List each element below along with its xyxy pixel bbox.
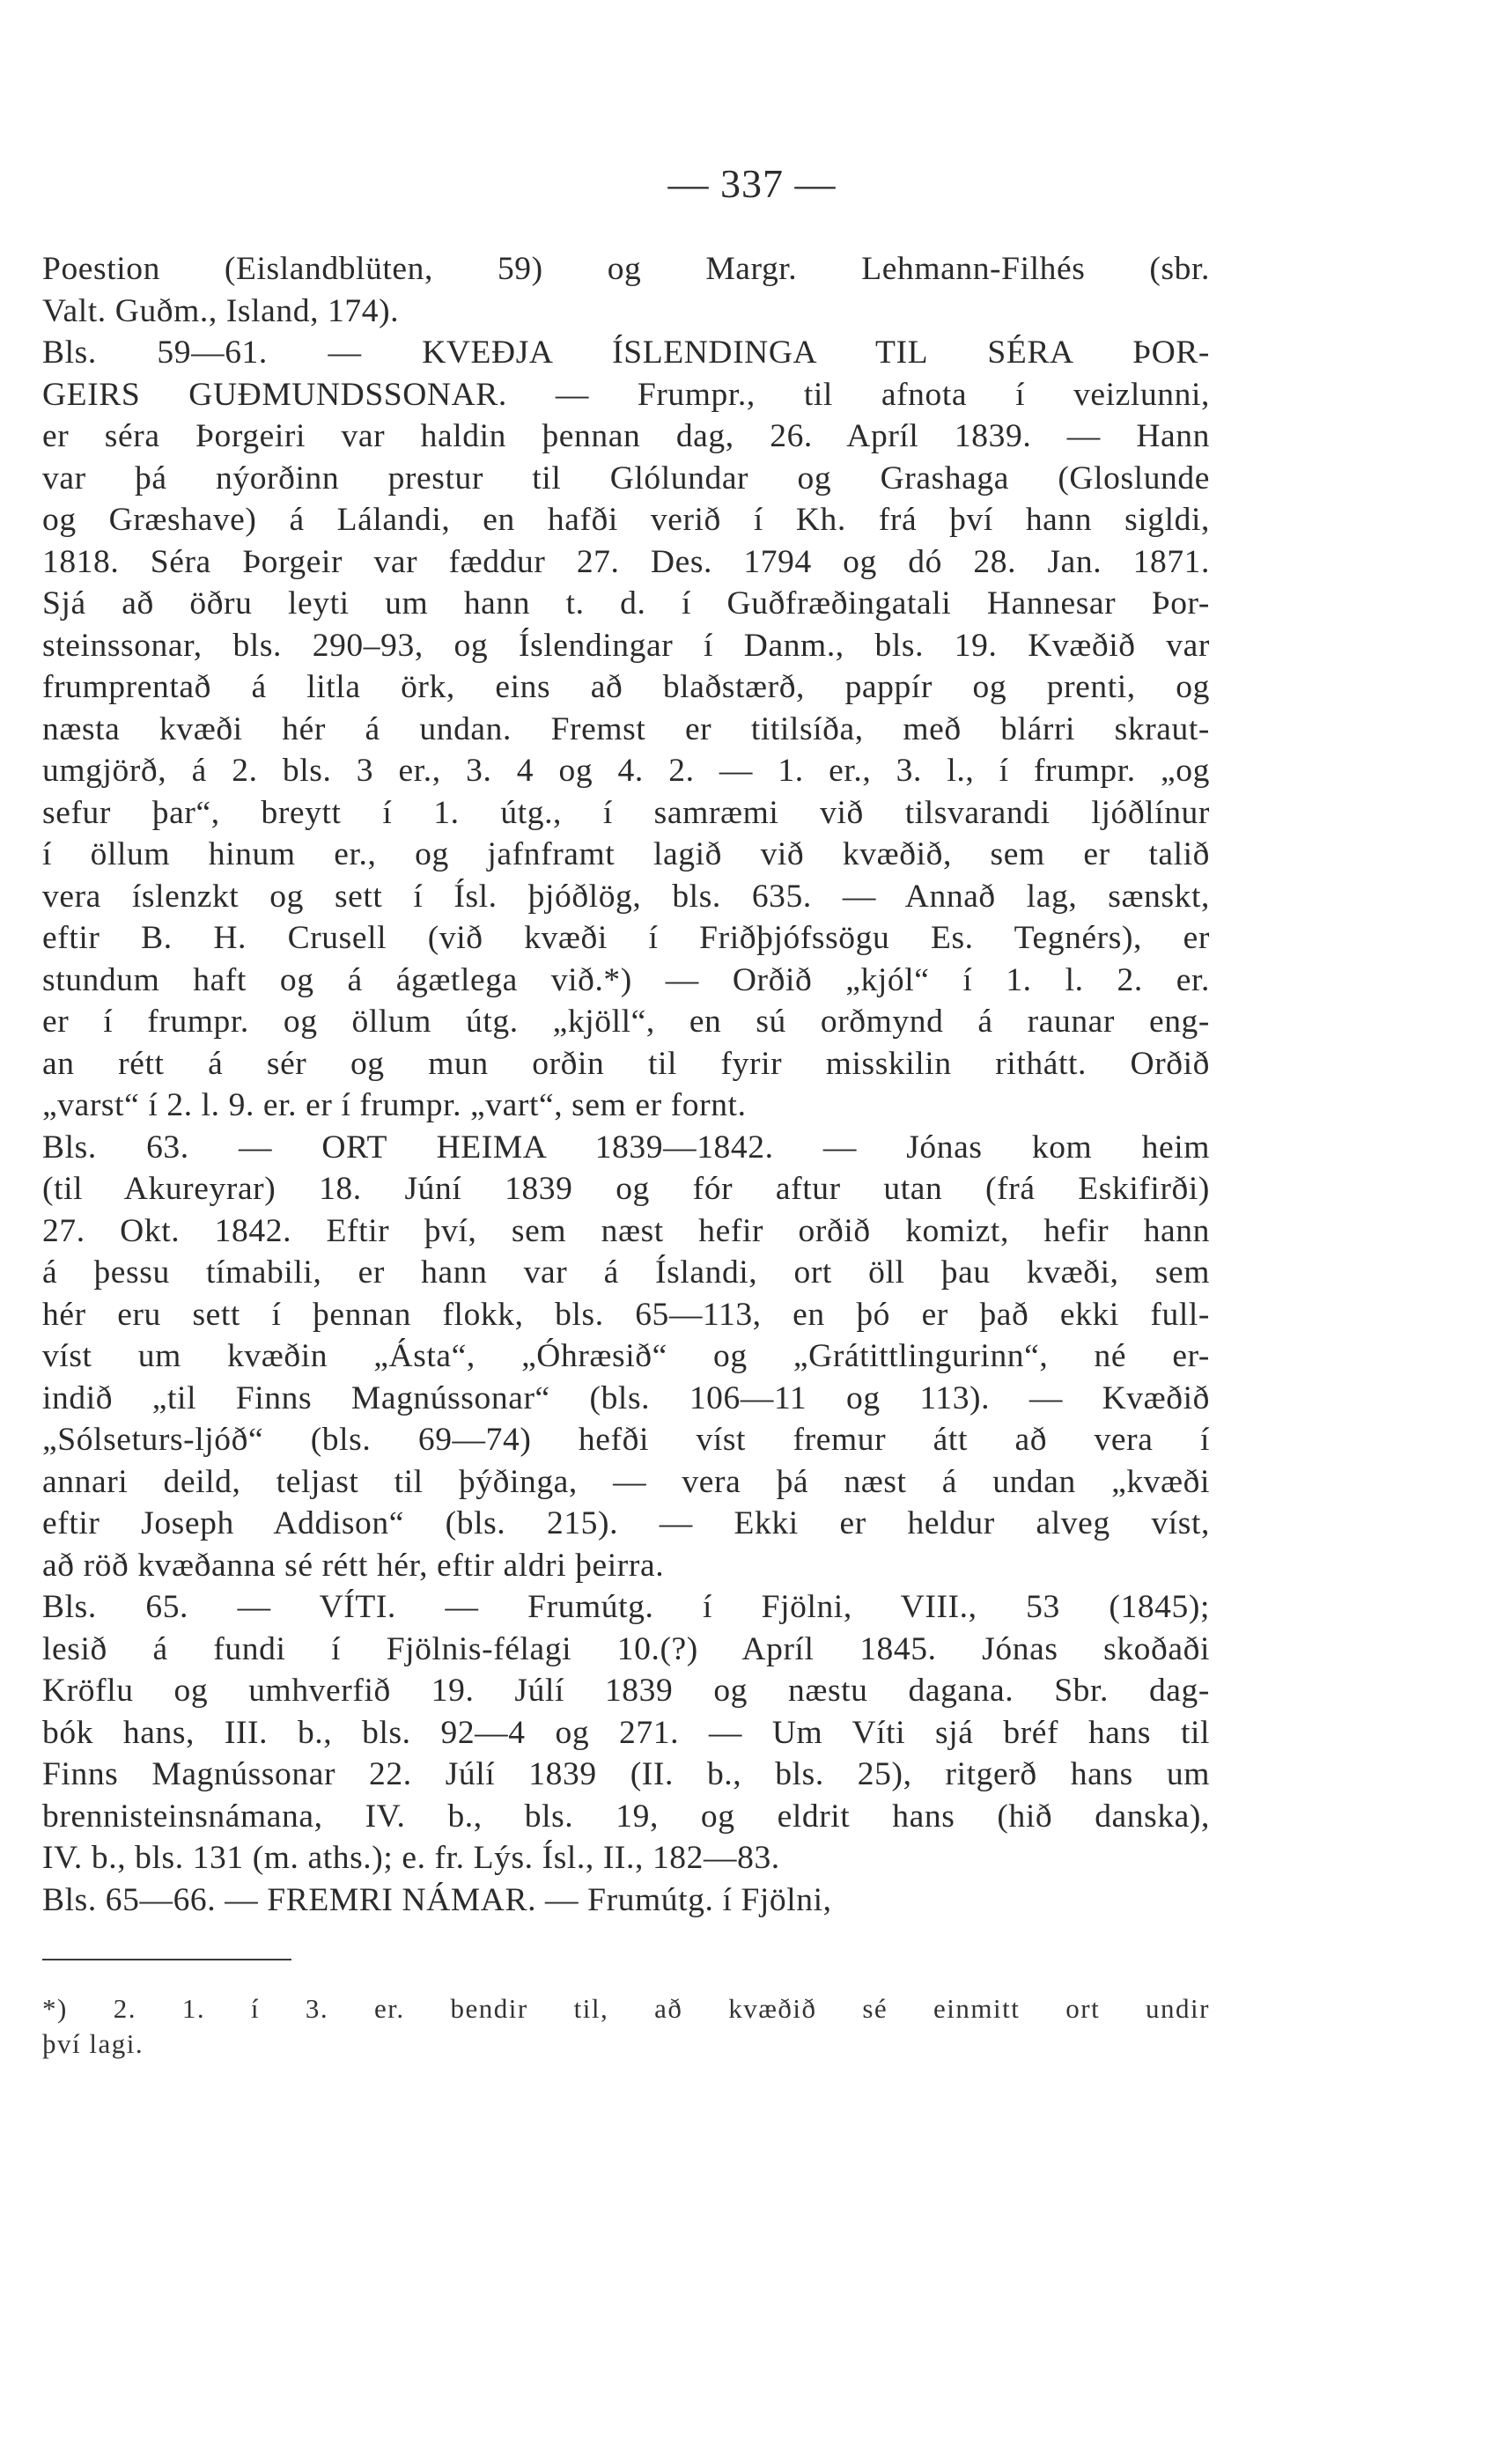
text-line: frumprentað á litla örk, eins að blaðstærð, pappír og prenti, og <box>42 669 1210 705</box>
text-line: Kröflu og umhverfið 19. Júlí 1839 og næstu dagana. Sbr. dag- <box>42 1673 1210 1709</box>
text-line: hér eru sett í þennan flokk, bls. 65—113, en þó er það ekki full- <box>42 1296 1210 1333</box>
footnote <box>42 1991 1210 2062</box>
text-line: var þá nýorðinn prestur til Glólundar og Grashaga (Gloslunde <box>42 460 1210 496</box>
text-line: bók hans, III. b., bls. 92—4 og 271. — Um Víti sjá bréf hans til <box>42 1714 1210 1751</box>
text-line: Bls. 59—61. — KVEÐJA ÍSLENDINGA TIL SÉRA ÞOR- <box>42 335 1210 371</box>
text-line: eftir B. H. Crusell (við kvæði í Friðþjófssögu Es. Tegnérs), er <box>42 920 1210 956</box>
text-line: indið „til Finns Magnússonar“ (bls. 106—11 og 113). — Kvæðið <box>42 1379 1210 1416</box>
page-number: — 337 — <box>667 161 837 206</box>
footnote-rule <box>42 1959 291 1960</box>
footnote-line: *) 2. 1. í 3. er. bendir til, að kvæðið sé einmitt ort undir <box>42 1993 1210 2024</box>
text-line: Valt. Guðm., Island, 174). <box>42 292 400 329</box>
text-line: 1818. Séra Þorgeir var fæddur 27. Des. 1794 og dó 28. Jan. 1871. <box>42 543 1210 580</box>
text-line: Sjá að öðru leyti um hann t. d. í Guðfræðingatali Hannesar Þor- <box>42 585 1210 622</box>
text-line: víst um kvæðin „Ásta“, „Óhræsið“ og „Grátittlingurinn“, né er- <box>42 1338 1210 1374</box>
text-line: lesið á fundi í Fjölnis-félagi 10.(?) Apríl 1845. Jónas skoðaði <box>42 1630 1210 1667</box>
text-line: eftir Joseph Addison“ (bls. 215). — Ekki er heldur alveg víst, <box>42 1505 1210 1541</box>
text-line: brennisteinsnámana, IV. b., bls. 19, og eldrit hans (hið danska), <box>42 1798 1210 1835</box>
text-line: annari deild, teljast til þýðinga, — vera þá næst á undan „kvæði <box>42 1463 1210 1500</box>
text-line: Bls. 63. — ORT HEIMA 1839—1842. — Jónas kom heim <box>42 1129 1210 1166</box>
text-line: stundum haft og á ágætlega við.*) — Orðið „kjól“ í 1. l. 2. er. <box>42 961 1210 998</box>
text-line: „varst“ í 2. l. 9. er. er í frumpr. „vart“, sem er fornt. <box>42 1087 747 1123</box>
text-line: Finns Magnússonar 22. Júlí 1839 (II. b., bls. 25), ritgerð hans um <box>42 1756 1210 1792</box>
text-line: Bls. 65. — VÍTI. — Frumútg. í Fjölni, VIII., 53 (1845); <box>42 1589 1210 1625</box>
text-line: á þessu tímabili, er hann var á Íslandi, ort öll þau kvæði, sem <box>42 1254 1210 1291</box>
text-line: umgjörð, á 2. bls. 3 er., 3. 4 og 4. 2. — 1. er., 3. l., í frumpr. „og <box>42 753 1210 789</box>
text-line: sefur þar“, breytt í 1. útg., í samræmi við tilsvarandi ljóðlínur <box>42 794 1210 831</box>
text-line: (til Akureyrar) 18. Júní 1839 og fór aftur utan (frá Eskifirði) <box>42 1171 1210 1207</box>
footnote-line: því lagi. <box>42 2028 144 2059</box>
text-line: er séra Þorgeiri var haldin þennan dag, 26. Apríl 1839. — Hann <box>42 418 1210 454</box>
text-line: IV. b., bls. 131 (m. aths.); e. fr. Lýs. Ísl., II., 182—83. <box>42 1840 780 1876</box>
text-line: Bls. 65—66. — FREMRI NÁMAR. — Frumútg. í Fjölni, <box>42 1881 832 1918</box>
text-line: vera íslenzkt og sett í Ísl. þjóðlög, bls. 635. — Annað lag, sænskt, <box>42 878 1210 915</box>
text-line: er í frumpr. og öllum útg. „kjöll“, en sú orðmynd á raunar eng- <box>42 1004 1210 1040</box>
text-line: Poestion (Eislandblüten, 59) og Margr. Lehmann-Filhés (sbr. <box>42 251 1210 287</box>
text-line: að röð kvæðanna sé rétt hér, eftir aldri þeirra. <box>42 1547 665 1584</box>
text-line: „Sólseturs-ljóð“ (bls. 69—74) hefði víst fremur átt að vera í <box>42 1422 1210 1458</box>
text-line: GEIRS GUÐMUNDSSONAR. — Frumpr., til afnota í veizlunni, <box>42 376 1210 413</box>
text-line: 27. Okt. 1842. Eftir því, sem næst hefir orðið komizt, hefir hann <box>42 1212 1210 1249</box>
text-line: og Græshave) á Lálandi, en hafði verið í Kh. frá því hann sigldi, <box>42 502 1210 538</box>
text-line: steinssonar, bls. 290–93, og Íslendingar í Danm., bls. 19. Kvæðið var <box>42 627 1210 664</box>
body-text <box>42 248 1210 1921</box>
text-line: í öllum hinum er., og jafnframt lagið við kvæðið, sem er talið <box>42 836 1210 872</box>
text-line: an rétt á sér og mun orðin til fyrir misskilin rithátt. Orðið <box>42 1045 1210 1082</box>
text-line: næsta kvæði hér á undan. Fremst er titilsíða, með blárri skraut- <box>42 710 1210 747</box>
